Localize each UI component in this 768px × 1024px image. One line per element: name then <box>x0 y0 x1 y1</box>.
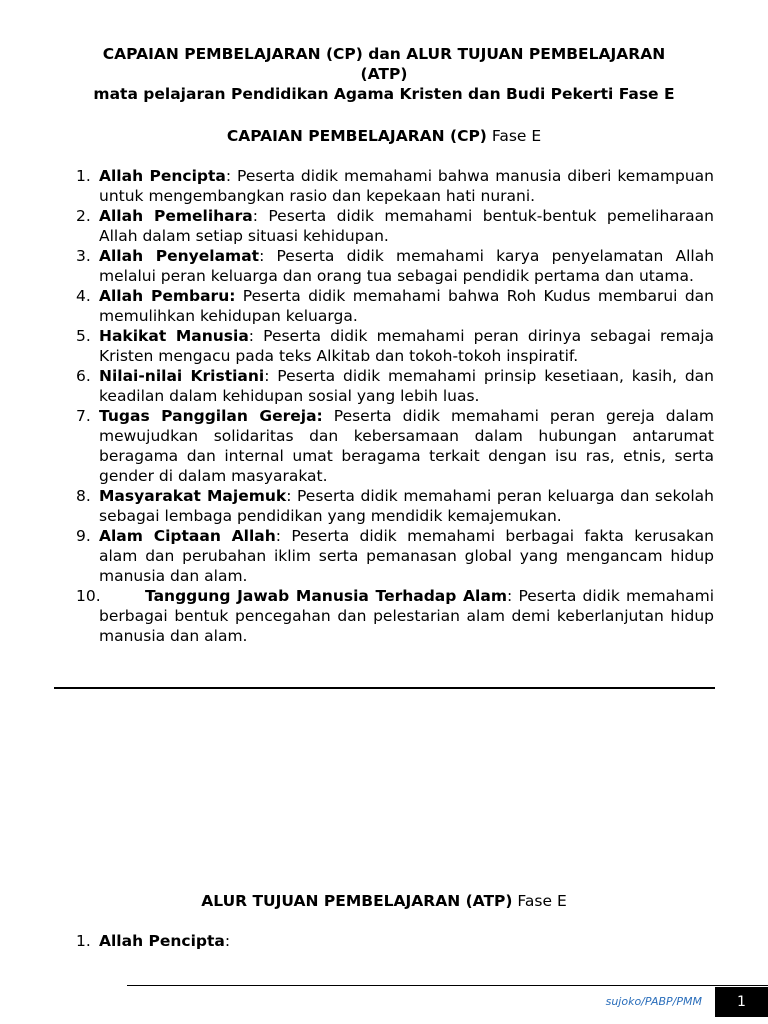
item-term: Allah Pembaru: <box>99 287 236 305</box>
item-text: Peserta didik memahami bahwa Roh Kudus membarui dan memulihkan kehidupan keluarga. <box>99 287 714 325</box>
item-separator: : <box>264 367 270 385</box>
item-text: Peserta didik memahami peran keluarga dan sekolah sebagai lembaga pendidikan yang mendidik kemajemukan. <box>99 487 714 525</box>
list-item <box>54 406 714 486</box>
list-item <box>54 931 714 951</box>
item-text: Peserta didik memahami berbagai fakta kerusakan alam dan perubahan iklim serta pemanasan global yang mengancam hidup manusia dan alam. <box>99 527 715 585</box>
item-number: 6. <box>76 367 91 385</box>
list-item <box>54 326 714 366</box>
item-number: 5. <box>76 327 91 345</box>
item-term: Allah Pencipta <box>99 932 225 950</box>
item-text: Peserta didik memahami bentuk-bentuk pemeliharaan Allah dalam setiap situasi kehidupan. <box>99 207 714 245</box>
item-text: Peserta didik memahami peran dirinya sebagai remaja Kristen mengacu pada teks Alkitab dan tokoh-tokoh inspiratif. <box>99 327 714 365</box>
item-number: 9. <box>76 527 91 545</box>
item-term: Masyarakat Majemuk <box>99 487 287 505</box>
footer-credit: sujoko/PABP/PMM <box>605 995 702 1008</box>
item-separator: : <box>506 587 513 605</box>
item-number: 7. <box>76 407 91 425</box>
item-term: Allah Penyelamat <box>99 247 260 265</box>
item-text: Peserta didik memahami peran gereja dalam mewujudkan solidaritas dan kebersamaan dalam hubungan antarumat beragama dan internal umat beragama terkait dengan isu ras, etnis, serta gender di dalam masyarakat. <box>99 407 714 485</box>
item-number: 4. <box>76 287 91 305</box>
item-separator: : <box>259 247 265 265</box>
list-item <box>54 286 714 326</box>
list-item <box>54 246 714 286</box>
section-divider <box>54 687 715 689</box>
cp-heading-rest: Fase E <box>486 127 542 145</box>
item-term: Tanggung Jawab Manusia Terhadap Alam <box>145 587 507 605</box>
atp-heading-bold: ALUR TUJUAN PEMBELAJARAN (ATP) <box>201 892 513 910</box>
page-number: 1 <box>715 987 768 1017</box>
title-line-1: CAPAIAN PEMBELAJARAN (CP) dan ALUR TUJUAN PEMBELAJARAN <box>102 45 666 63</box>
item-number: 10. <box>76 587 101 605</box>
document-title <box>54 44 714 104</box>
list-item <box>54 586 714 646</box>
item-separator: : <box>252 207 258 225</box>
cp-section-heading <box>54 126 714 146</box>
item-term: Tugas Panggilan Gereja: <box>99 407 323 425</box>
item-number: 1. <box>76 932 91 950</box>
item-separator: : <box>224 932 231 950</box>
item-term: Allah Pemelihara <box>99 207 253 225</box>
item-term: Hakikat Manusia <box>99 327 249 345</box>
cp-heading-bold: CAPAIAN PEMBELAJARAN (CP) <box>226 127 487 145</box>
item-term: Nilai-nilai Kristiani <box>99 367 265 385</box>
list-item <box>54 486 714 526</box>
item-number: 3. <box>76 247 91 265</box>
title-line-3: mata pelajaran Pendidikan Agama Kristen dan Budi Pekerti Fase E <box>93 85 675 103</box>
title-line-2: (ATP) <box>360 65 408 83</box>
footer-divider <box>127 985 768 986</box>
cp-list <box>54 166 714 646</box>
item-number: 1. <box>76 167 91 185</box>
atp-heading-rest: Fase E <box>512 892 567 910</box>
list-item <box>54 166 714 206</box>
item-separator: : <box>275 527 281 545</box>
list-item <box>54 366 714 406</box>
item-text: Peserta didik memahami prinsip kesetiaan, kasih, dan keadilan dalam kehidupan sosial yang lebih luas. <box>99 367 715 405</box>
atp-section-heading <box>54 891 714 911</box>
item-separator: : <box>248 327 255 345</box>
item-text: Peserta didik memahami karya penyelamatan Allah melalui peran keluarga dan orang tua sebagai pendidik pertama dan utama. <box>99 247 715 285</box>
item-term: Alam Ciptaan Allah <box>99 527 276 545</box>
item-number: 2. <box>76 207 91 225</box>
atp-list <box>54 931 714 951</box>
item-text: Peserta didik memahami bahwa manusia diberi kemampuan untuk mengembangkan rasio dan kepekaan hati nurani. <box>99 167 715 205</box>
item-term: Allah Pencipta <box>99 167 226 185</box>
list-item <box>54 206 714 246</box>
list-item <box>54 526 714 586</box>
item-separator: : <box>225 167 232 185</box>
item-text: Peserta didik memahami berbagai bentuk pencegahan dan pelestarian alam demi keberlanjutan hidup manusia dan alam. <box>99 587 715 645</box>
item-number: 8. <box>76 487 91 505</box>
item-separator: : <box>286 487 292 505</box>
